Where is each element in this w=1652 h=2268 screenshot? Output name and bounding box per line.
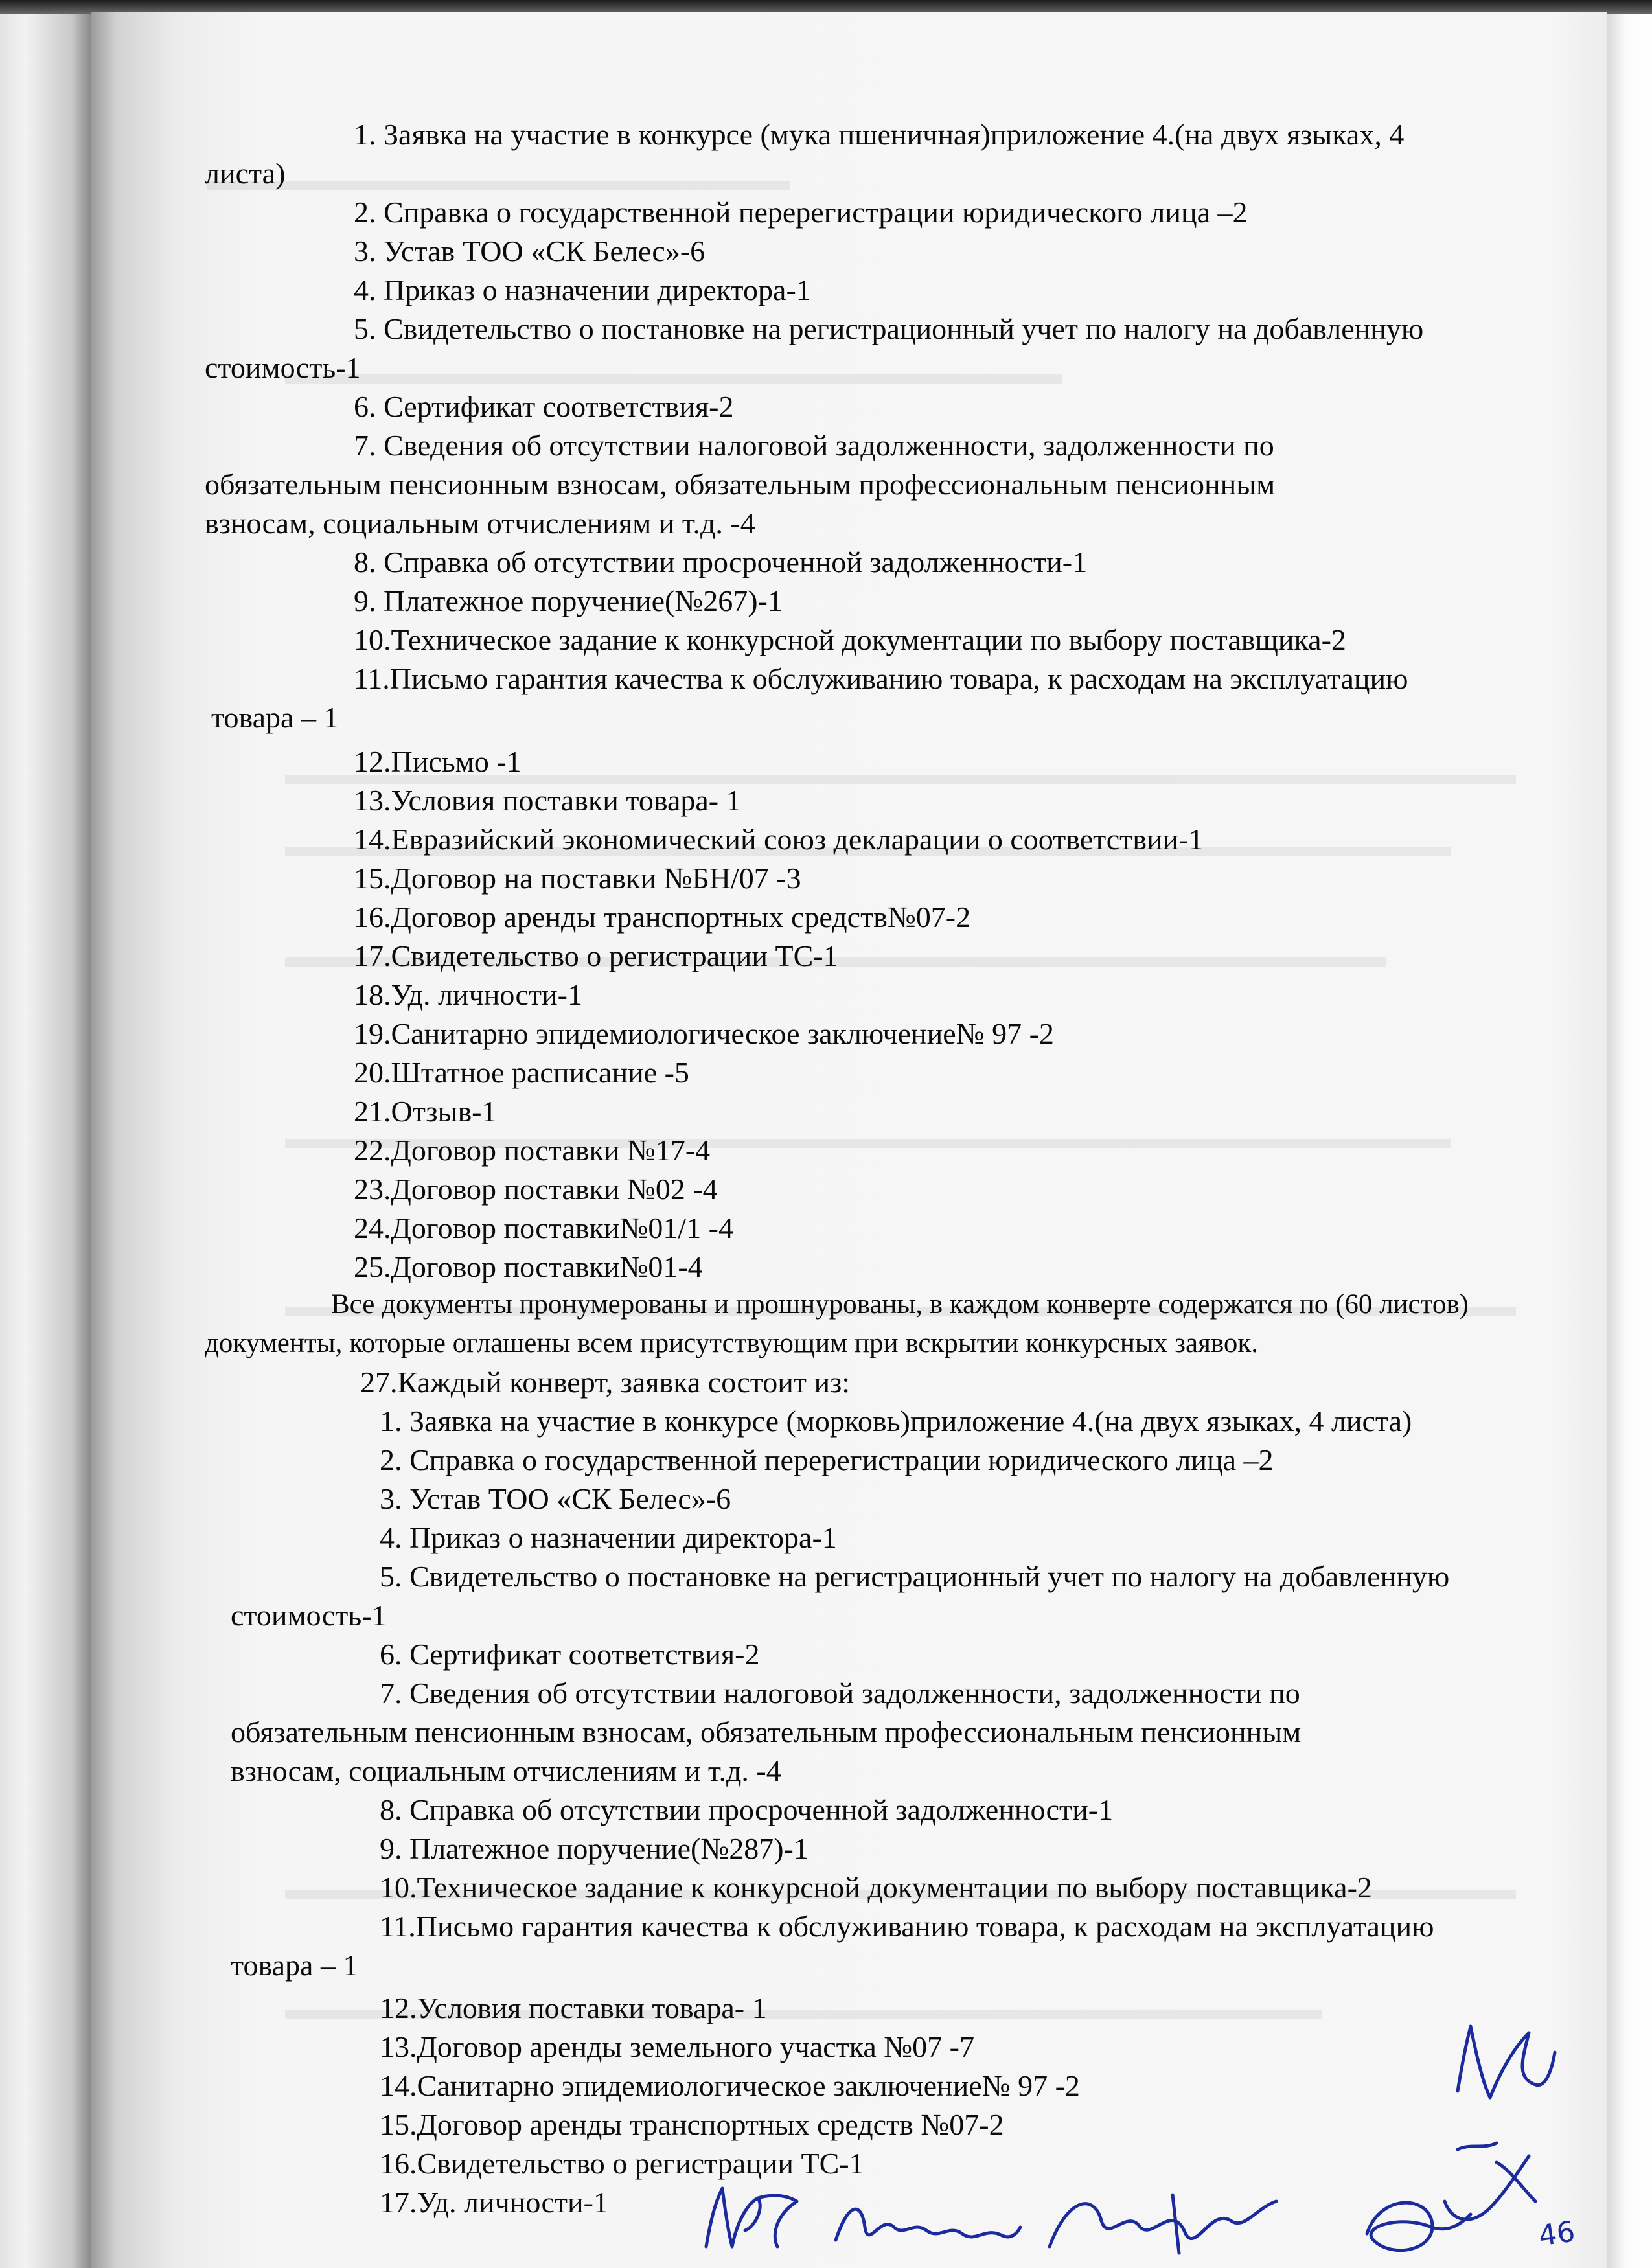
doc-line: обязательным пенсионным взносам, обязательным профессиональным пенсионным bbox=[231, 1715, 1302, 1748]
doc-line: 1. Заявка на участие в конкурсе (мука пшеничная)приложение 4.(на двух языках, 4 bbox=[354, 118, 1405, 151]
signature-5 bbox=[1432, 2124, 1548, 2247]
doc-line: 11.Письмо гарантия качества к обслуживанию товара, к расходам на эксплуатацию bbox=[380, 1910, 1434, 1943]
doc-line: 13.Договор аренды земельного участка №07 -7 bbox=[380, 2030, 975, 2063]
doc-line: 10.Техническое задание к конкурсной документации по выбору поставщика-2 bbox=[380, 1871, 1372, 1904]
scan-left-margin bbox=[0, 0, 91, 2268]
doc-line: 10.Техническое задание к конкурсной документации по выбору поставщика-2 bbox=[354, 623, 1346, 656]
doc-line: 6. Сертификат соответствия-2 bbox=[354, 390, 734, 423]
doc-line: товара – 1 bbox=[231, 1949, 358, 1982]
doc-line: листа) bbox=[205, 157, 286, 190]
doc-line: 16.Свидетельство о регистрации ТС-1 bbox=[380, 2147, 864, 2180]
page-number: 46 bbox=[1536, 2215, 1577, 2253]
doc-line: взносам, социальным отчислениям и т.д. -4 bbox=[231, 1754, 781, 1787]
doc-line: 21.Отзыв-1 bbox=[354, 1095, 497, 1128]
doc-line: 11.Письмо гарантия качества к обслуживанию товара, к расходам на эксплуатацию bbox=[354, 662, 1408, 695]
doc-line: стоимость-1 bbox=[205, 351, 361, 384]
doc-line: 14.Евразийский экономический союз декларации о соответствии-1 bbox=[354, 823, 1204, 856]
bleed-through-line bbox=[207, 181, 790, 190]
signature-6 bbox=[1445, 2013, 1561, 2117]
doc-line: товара – 1 bbox=[211, 701, 339, 734]
doc-line: 12.Условия поставки товара- 1 bbox=[380, 1991, 767, 2024]
doc-line: 27.Каждый конверт, заявка состоит из: bbox=[360, 1366, 851, 1399]
doc-line: 17.Свидетельство о регистрации ТС-1 bbox=[354, 939, 838, 972]
doc-line: 8. Справка об отсутствии просроченной задолженности-1 bbox=[380, 1793, 1114, 1826]
doc-line: 9. Платежное поручение(№287)-1 bbox=[380, 1832, 809, 1865]
doc-line: 23.Договор поставки №02 -4 bbox=[354, 1173, 718, 1206]
doc-line: 8. Справка об отсутствии просроченной задолженности-1 bbox=[354, 545, 1088, 578]
doc-line: 24.Договор поставки№01/1 -4 bbox=[354, 1211, 733, 1244]
doc-line: 3. Устав ТОО «СК Белес»-6 bbox=[354, 235, 706, 268]
doc-line: 2. Справка о государственной перерегистрации юридического лица –2 bbox=[354, 196, 1248, 229]
doc-line: 7. Сведения об отсутствии налоговой задолженности, задолженности по bbox=[380, 1677, 1300, 1710]
doc-line: 5. Свидетельство о постановке на регистрационный учет по налогу на добавленную bbox=[354, 312, 1424, 345]
doc-line: 12.Письмо -1 bbox=[354, 745, 522, 778]
doc-line: 3. Устав ТОО «СК Белес»-6 bbox=[380, 1482, 731, 1515]
signature-1 bbox=[693, 2169, 810, 2266]
doc-line: 17.Уд. личности-1 bbox=[380, 2186, 608, 2219]
doc-line: Все документы пронумерованы и прошнурованы, в каждом конверте содержатся по (60 листов) bbox=[331, 1289, 1469, 1320]
doc-line: 4. Приказ о назначении директора-1 bbox=[380, 1521, 837, 1554]
doc-line: 16.Договор аренды транспортных средств№07-2 bbox=[354, 900, 971, 934]
doc-line: 14.Санитарно эпидемиологическое заключение№ 97 -2 bbox=[380, 2069, 1080, 2102]
bleed-through-line bbox=[285, 374, 1062, 384]
doc-line: 19.Санитарно эпидемиологическое заключение№ 97 -2 bbox=[354, 1017, 1054, 1050]
doc-line: 4. Приказ о назначении директора-1 bbox=[354, 273, 811, 306]
doc-line: 7. Сведения об отсутствии налоговой задолженности, задолженности по bbox=[354, 429, 1274, 462]
doc-line: 9. Платежное поручение(№267)-1 bbox=[354, 584, 783, 617]
doc-line: взносам, социальным отчислениям и т.д. -4 bbox=[205, 507, 755, 540]
doc-line: 25.Договор поставки№01-4 bbox=[354, 1250, 703, 1283]
doc-line: 18.Уд. личности-1 bbox=[354, 978, 582, 1011]
doc-line: 15.Договор на поставки №БН/07 -3 bbox=[354, 862, 801, 895]
doc-line: 5. Свидетельство о постановке на регистрационный учет по налогу на добавленную bbox=[380, 1560, 1450, 1593]
doc-line: обязательным пенсионным взносам, обязательным профессиональным пенсионным bbox=[205, 468, 1276, 501]
doc-line: стоимость-1 bbox=[231, 1599, 387, 1632]
signature-2 bbox=[829, 2188, 1024, 2266]
signature-3 bbox=[1043, 2182, 1289, 2266]
doc-line: 13.Условия поставки товара- 1 bbox=[354, 784, 741, 817]
doc-line: 22.Договор поставки №17-4 bbox=[354, 1134, 711, 1167]
doc-line: 15.Договор аренды транспортных средств №07-2 bbox=[380, 2108, 1004, 2141]
doc-line: 2. Справка о государственной перерегистрации юридического лица –2 bbox=[380, 1443, 1274, 1476]
doc-line: 1. Заявка на участие в конкурсе (морковь)приложение 4.(на двух языках, 4 листа) bbox=[380, 1404, 1412, 1438]
scan-right-margin bbox=[1607, 0, 1652, 2268]
doc-line: 6. Сертификат соответствия-2 bbox=[380, 1638, 760, 1671]
doc-line: 20.Штатное расписание -5 bbox=[354, 1056, 689, 1089]
doc-line: документы, которые оглашены всем присутствующим при вскрытии конкурсных заявок. bbox=[205, 1328, 1259, 1358]
document-page bbox=[91, 12, 1607, 2268]
